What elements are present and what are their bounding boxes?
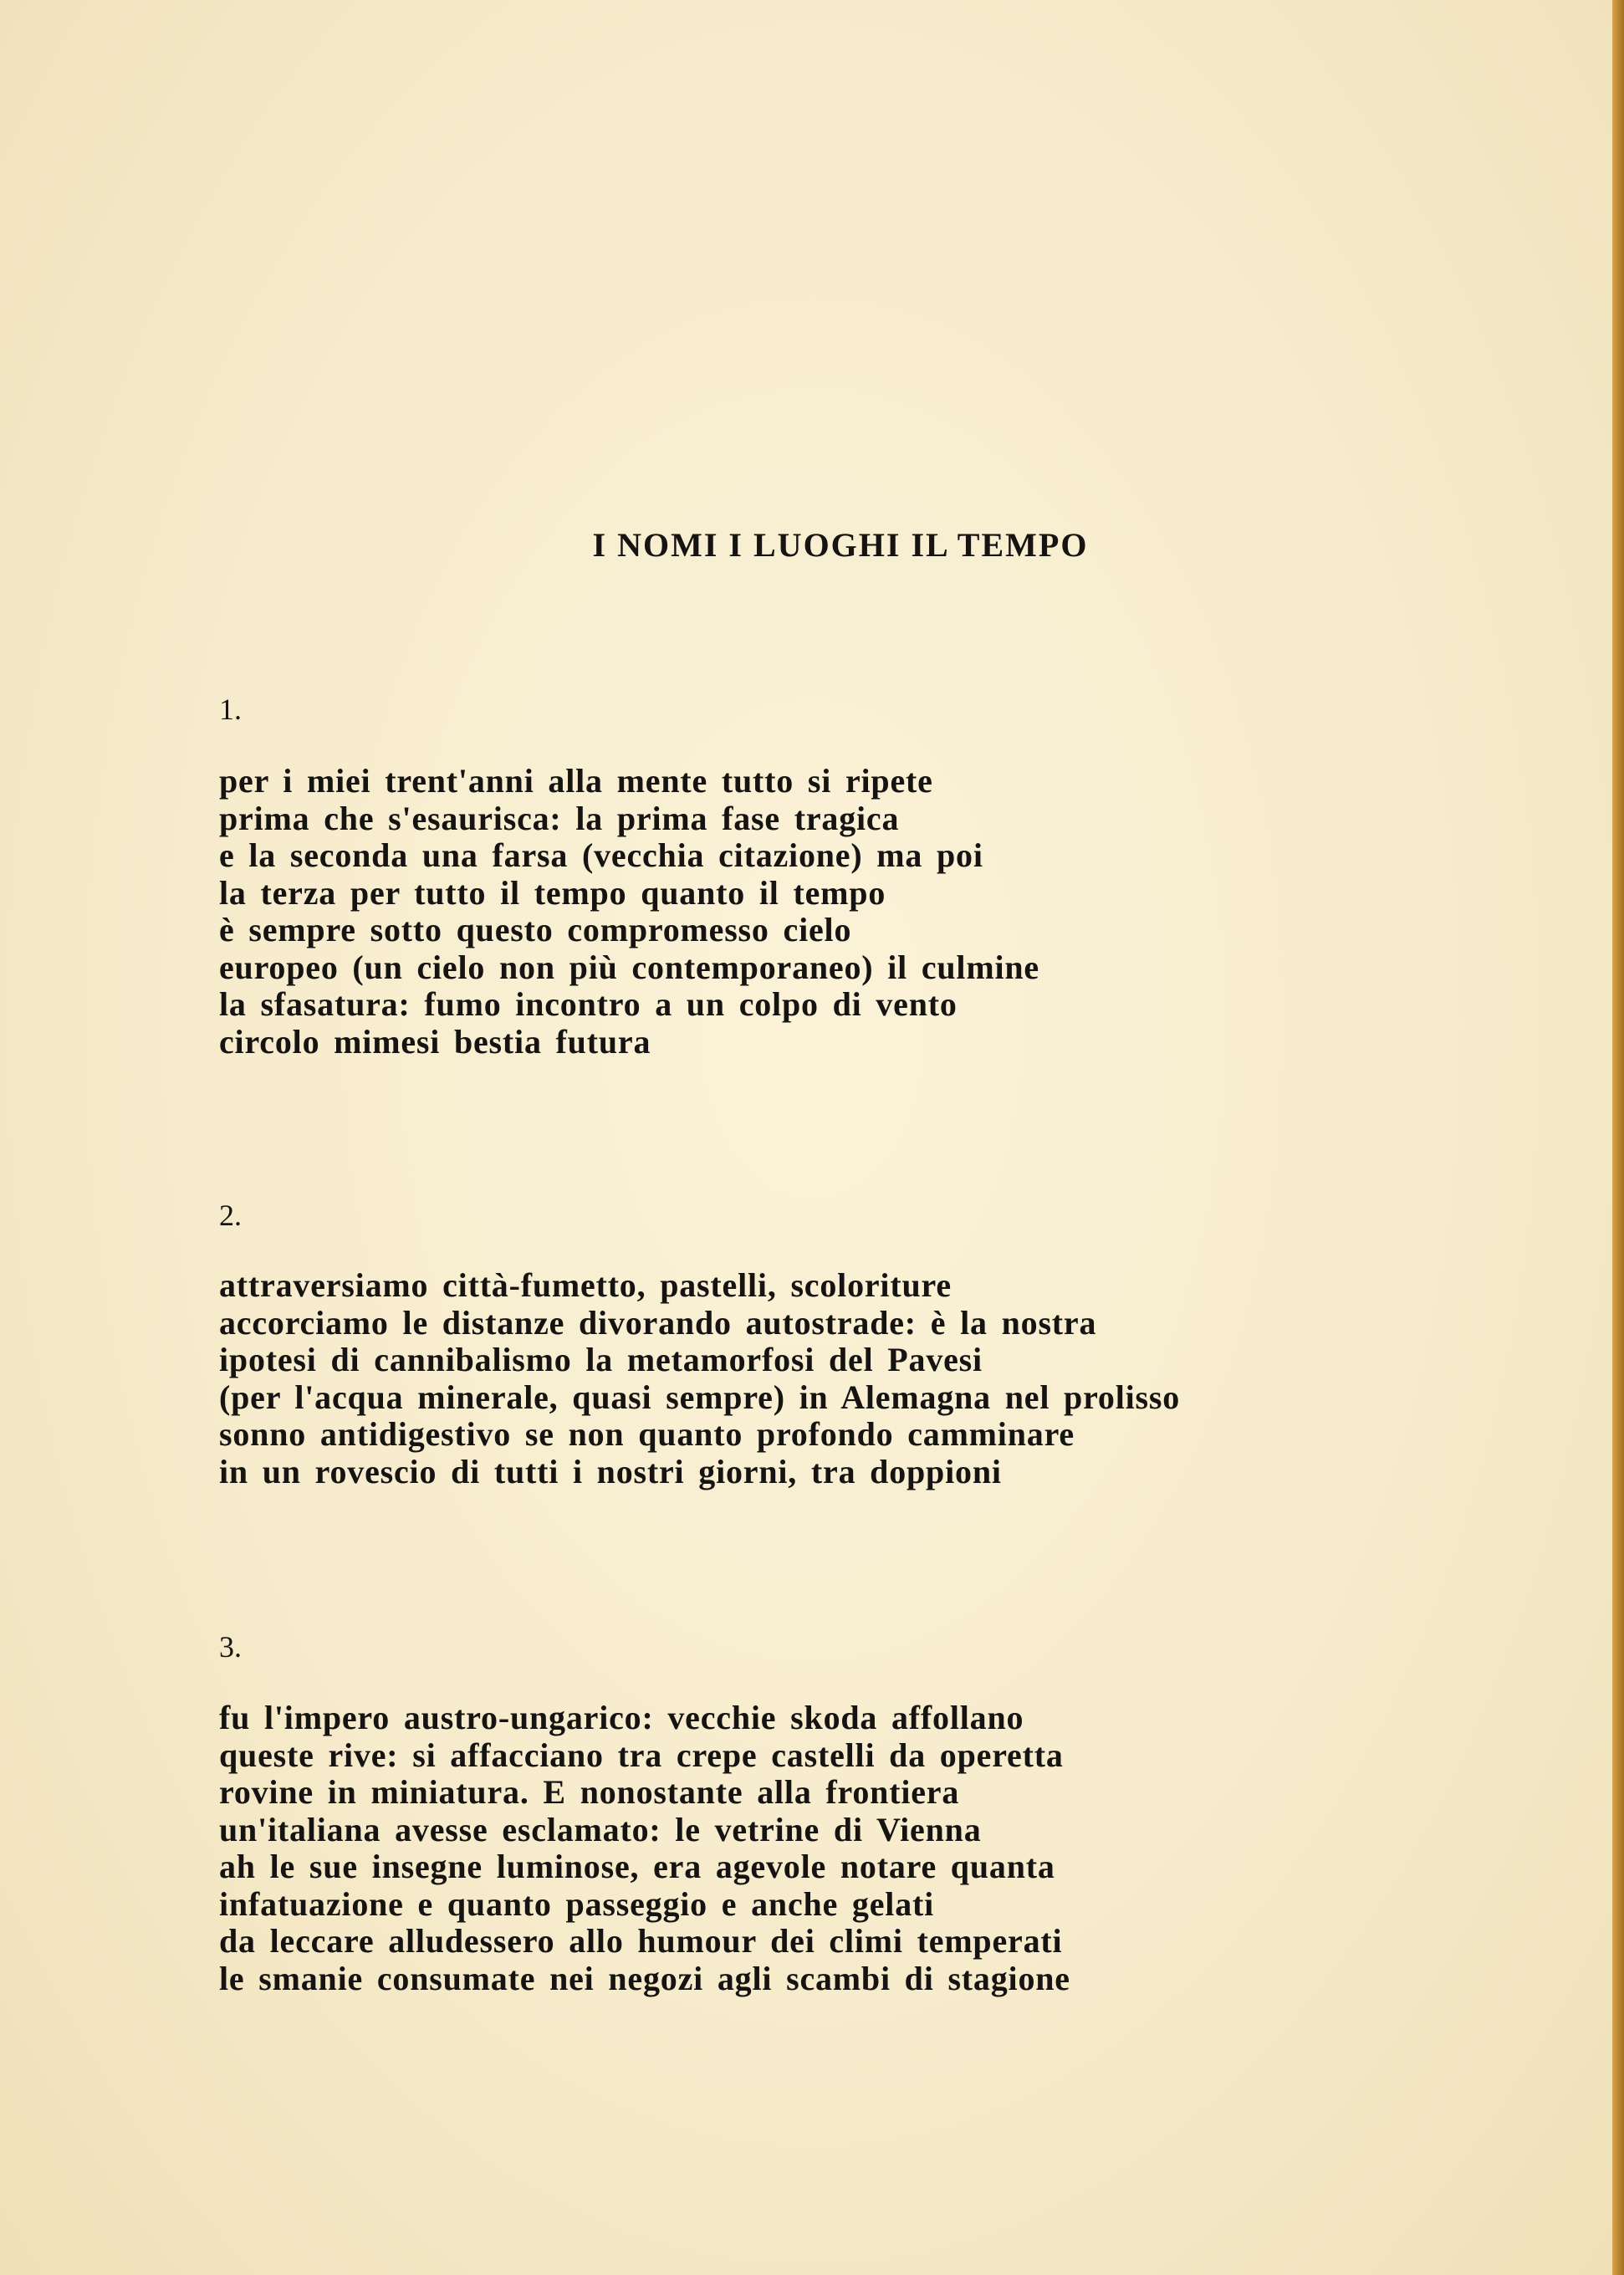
verse-line: ipotesi di cannibalismo la metamorfosi del Pavesi xyxy=(219,1341,983,1378)
verse-line: queste rive: si affacciano tra crepe castelli da operetta xyxy=(219,1736,1064,1774)
verse-line: circolo mimesi bestia futura xyxy=(219,1022,651,1061)
verse-line: accorciamo le distanze divorando autostrade: è la nostra xyxy=(219,1303,1097,1342)
verse-line: rovine in miniatura. E nonostante alla frontiera xyxy=(219,1773,960,1811)
page-edge xyxy=(1612,0,1624,2275)
section-number-3: 3. xyxy=(219,1630,242,1664)
verse-line: infatuazione e quanto passeggio e anche gelati xyxy=(219,1884,935,1923)
verse-line: la terza per tutto il tempo quanto il tempo xyxy=(219,873,886,912)
verse-line: la sfasatura: fumo incontro a un colpo di vento xyxy=(219,985,958,1023)
verse-line: in un rovescio di tutti i nostri giorni, tra doppioni xyxy=(219,1452,1002,1490)
stanza-1 xyxy=(219,763,1039,1061)
verse-line: un'italiana avesse esclamato: le vetrine di Vienna xyxy=(219,1810,982,1848)
stanza-3 xyxy=(219,1700,1070,1997)
verse-line: fu l'impero austro-ungarico: vecchie skoda affollano xyxy=(219,1699,1024,1736)
verse-line: ah le sue insegne luminose, era agevole notare quanta xyxy=(219,1848,1055,1885)
verse-line: europeo (un cielo non più contemporaneo) il culmine xyxy=(219,948,1039,986)
verse-line: le smanie consumate nei negozi agli scambi di stagione xyxy=(219,1959,1070,1997)
poem-title: I NOMI I LUOGHI IL TEMPO xyxy=(592,526,1089,564)
section-number-2: 2. xyxy=(219,1199,242,1232)
verse-line: (per l'acqua minerale, quasi sempre) in Alemagna nel prolisso xyxy=(219,1378,1181,1416)
verse-line: sonno antidigestivo se non quanto profondo camminare xyxy=(219,1415,1075,1453)
verse-line: è sempre sotto questo compromesso cielo xyxy=(219,911,852,948)
stanza-2 xyxy=(219,1267,1180,1490)
verse-line: attraversiamo città-fumetto, pastelli, scoloriture xyxy=(219,1266,952,1304)
verse-line: per i miei trent'anni alla mente tutto si ripete xyxy=(219,762,933,800)
verse-line: da leccare alludessero allo humour dei climi temperati xyxy=(219,1922,1063,1960)
section-number-1: 1. xyxy=(219,693,242,726)
verse-line: e la seconda una farsa (vecchia citazione) ma poi xyxy=(219,836,983,874)
verse-line: prima che s'esaurisca: la prima fase tragica xyxy=(219,799,900,837)
